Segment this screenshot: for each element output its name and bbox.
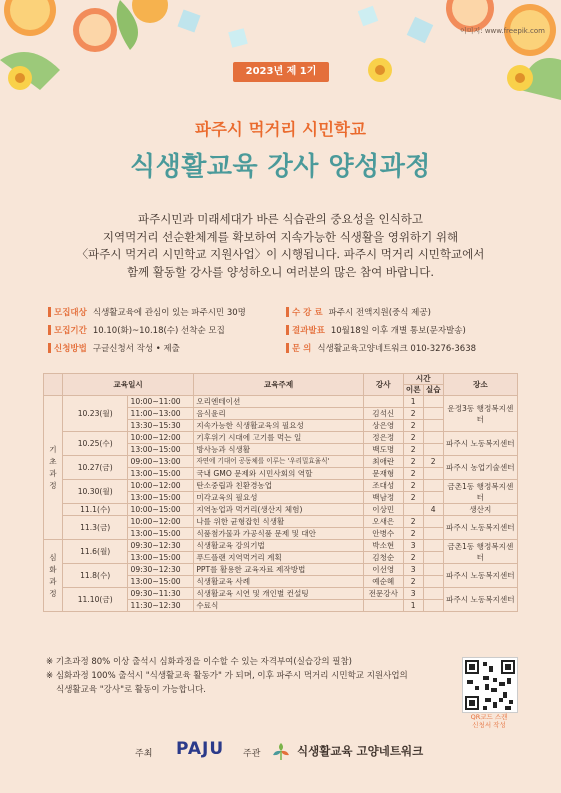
table-header: 이론 — [403, 385, 423, 396]
practice-cell — [423, 468, 443, 480]
info-row — [286, 324, 466, 336]
theory-cell: 2 — [403, 576, 423, 588]
page-title: 식생활교육 강사 양성과정 — [130, 152, 431, 182]
intro-text — [40, 211, 521, 281]
instructor-cell: 김청순 — [363, 552, 403, 564]
place-cell: 파주시 노동복지센터 — [443, 432, 517, 456]
place-cell: 금촌1동 행정복지센터 — [443, 540, 517, 564]
practice-cell — [423, 588, 443, 600]
topic-cell: 지역농업과 먹거리(생산지 체험) — [194, 504, 364, 516]
topic-cell: 나를 위한 균형잡힌 식생활 — [194, 516, 364, 528]
info-label: 모집대상 — [54, 308, 87, 318]
date-cell: 10.25(수) — [62, 432, 128, 456]
time-cell: 13:00~15:00 — [128, 552, 194, 564]
time-cell: 13:00~15:00 — [128, 492, 194, 504]
time-cell: 13:00~15:00 — [128, 468, 194, 480]
topic-cell: 식생활교육 시연 및 개인별 컨설팅 — [194, 588, 364, 600]
footer — [0, 734, 561, 774]
note-line: ※ 기초과정 80% 이상 출석시 심화과정을 이수할 수 있는 자격부여(실습강의 필참) — [46, 657, 352, 667]
table-row — [44, 516, 518, 528]
theory-cell: 1 — [403, 396, 423, 408]
place-cell: 생산지 — [443, 504, 517, 516]
paju-logo: PAJU — [176, 739, 225, 759]
theory-cell: 2 — [403, 444, 423, 456]
topic-cell: 탄소중립과 친환경농업 — [194, 480, 364, 492]
time-cell: 13:00~15:00 — [128, 576, 194, 588]
note-line: 식생활교육 "강사"로 활동이 가능합니다. — [56, 685, 207, 695]
instructor-cell: 백남정 — [363, 492, 403, 504]
info-label: 결과발표 — [292, 326, 325, 336]
time-cell: 09:30~12:30 — [128, 564, 194, 576]
bullet-bar — [48, 343, 51, 353]
practice-cell — [423, 480, 443, 492]
qr-label-line: QR코드 스캔 — [470, 713, 508, 721]
topic-cell: 기후위기 시대에 고기를 먹는 일 — [194, 432, 364, 444]
time-cell: 11:30~12:30 — [128, 600, 194, 612]
topic-cell: 식품첨가물과 가공식품 문제 및 대안 — [194, 528, 364, 540]
theory-cell: 2 — [403, 480, 423, 492]
practice-cell — [423, 408, 443, 420]
place-cell: 파주시 노동복지센터 — [443, 588, 517, 612]
intro-line: 〈파주시 먹거리 시민학교 지원사업〉이 시행됩니다. 파주시 먹거리 시민학교에서 — [76, 247, 485, 261]
info-row — [48, 342, 180, 354]
topic-cell: 국내 GMO 문제와 시민사회의 역할 — [194, 468, 364, 480]
topic-cell: 푸드플랜 지역먹거리 계획 — [194, 552, 364, 564]
practice-cell — [423, 600, 443, 612]
instructor-cell — [363, 600, 403, 612]
instructor-cell: 예순혜 — [363, 576, 403, 588]
instructor-cell: 문재형 — [363, 468, 403, 480]
theory-cell: 2 — [403, 432, 423, 444]
practice-cell — [423, 576, 443, 588]
place-cell: 파주시 농업기술센터 — [443, 456, 517, 480]
theory-cell: 2 — [403, 456, 423, 468]
instructor-cell: 오새은 — [363, 516, 403, 528]
time-cell: 10:00~12:00 — [128, 480, 194, 492]
table-row — [44, 456, 518, 468]
note-line: ※ 심화과정 100% 출석시 "식생활교육 활동가" 가 되며, 이후 파주시 먹거리 시민학교 지원사업의 — [46, 671, 408, 681]
practice-cell: 4 — [423, 504, 443, 516]
table-row — [44, 432, 518, 444]
instructor-cell: 최애란 — [363, 456, 403, 468]
practice-cell — [423, 516, 443, 528]
table-row — [44, 588, 518, 600]
time-cell: 09:30~11:30 — [128, 588, 194, 600]
info-label: 문 의 — [292, 344, 312, 354]
theory-cell: 2 — [403, 420, 423, 432]
organizer-logo-icon — [270, 740, 292, 762]
image-credit: 이미지: www.freepik.com — [459, 27, 545, 35]
table-row — [44, 564, 518, 576]
theory-cell: 3 — [403, 540, 423, 552]
place-cell: 금촌1동 행정복지센터 — [443, 480, 517, 504]
qr-code[interactable] — [462, 657, 518, 713]
info-value: 식생활교육에 관심이 있는 파주시민 30명 — [92, 308, 246, 318]
bullet-bar — [286, 343, 289, 353]
info-row — [286, 342, 476, 354]
info-value: 구글신청서 작성 • 제출 — [92, 344, 180, 354]
info-value: 10월18일 이후 개별 통보(문자발송) — [330, 326, 466, 336]
date-cell: 11.10(금) — [62, 588, 128, 612]
topic-cell: PPT를 활용한 교육자료 제작방법 — [194, 564, 364, 576]
topic-cell: 음식윤리 — [194, 408, 364, 420]
bullet-bar — [48, 325, 51, 335]
table-header: 강사 — [363, 374, 403, 396]
info-row — [48, 306, 246, 318]
instructor-cell: 박소현 — [363, 540, 403, 552]
instructor-cell: 정은정 — [363, 432, 403, 444]
time-cell: 10:00~12:00 — [128, 432, 194, 444]
header-decoration — [0, 0, 561, 110]
table-header: 장소 — [443, 374, 517, 396]
time-cell: 09:30~12:30 — [128, 540, 194, 552]
course-category: 기초과정 — [44, 396, 63, 540]
page-subtitle: 파주시 먹거리 시민학교 — [195, 120, 366, 139]
intro-line: 함께 활동할 강사를 양성하오니 여러분의 많은 참여 바랍니다. — [127, 264, 434, 279]
course-category: 심화과정 — [44, 540, 63, 612]
bullet-bar — [286, 325, 289, 335]
topic-cell: 지속가능한 식생활교육의 필요성 — [194, 420, 364, 432]
table-header: 교육일시 — [62, 374, 193, 396]
theory-cell: 2 — [403, 516, 423, 528]
topic-cell: 수료식 — [194, 600, 364, 612]
bullet-bar — [286, 307, 289, 317]
intro-line: 지역먹거리 선순환체계를 확보하여 지속가능한 식생활을 영위하기 위해 — [102, 229, 459, 244]
info-value: 10.10(화)~10.18(수) 선착순 모집 — [92, 326, 225, 336]
info-value: 식생활교육고양네트워크 010-3276-3638 — [317, 344, 477, 354]
table-header: 실습 — [423, 385, 443, 396]
practice-cell — [423, 396, 443, 408]
theory-cell — [403, 504, 423, 516]
time-cell: 10:00~12:00 — [128, 516, 194, 528]
instructor-cell: 이선영 — [363, 564, 403, 576]
table-header: 시간 — [403, 374, 443, 385]
theory-cell: 2 — [403, 528, 423, 540]
theory-cell: 2 — [403, 552, 423, 564]
topic-cell: 식생활교육 사례 — [194, 576, 364, 588]
date-cell: 10.27(금) — [62, 456, 128, 480]
bullet-bar — [48, 307, 51, 317]
topic-cell: 식생활교육 강의기법 — [194, 540, 364, 552]
instructor-cell: 상은영 — [363, 420, 403, 432]
practice-cell — [423, 492, 443, 504]
place-cell: 파주시 노동복지센터 — [443, 564, 517, 588]
table-row — [44, 540, 518, 552]
info-label: 신청방법 — [54, 344, 87, 354]
qr-label-line: 신청서 작성 — [472, 721, 506, 729]
topic-cell: 미각교육의 필요성 — [194, 492, 364, 504]
time-cell: 10:00~15:00 — [128, 504, 194, 516]
instructor-cell: 안병수 — [363, 528, 403, 540]
theory-cell: 3 — [403, 564, 423, 576]
host-label: 주최 — [135, 749, 153, 759]
date-cell: 11.8(수) — [62, 564, 128, 588]
instructor-cell — [363, 396, 403, 408]
instructor-cell: 전문강사 — [363, 588, 403, 600]
theory-cell: 2 — [403, 492, 423, 504]
info-label: 모집기간 — [54, 326, 87, 336]
date-cell: 10.30(월) — [62, 480, 128, 504]
date-cell: 11.3(금) — [62, 516, 128, 540]
instructor-cell: 이상민 — [363, 504, 403, 516]
organizer-label: 주관 — [243, 749, 261, 759]
date-cell: 11.6(월) — [62, 540, 128, 564]
date-cell: 11.1(수) — [62, 504, 128, 516]
time-cell: 11:00~13:00 — [128, 408, 194, 420]
time-cell: 10:00~11:00 — [128, 396, 194, 408]
table-header: 교육주제 — [194, 374, 364, 396]
time-cell: 13:00~15:00 — [128, 528, 194, 540]
time-cell: 13:30~15:30 — [128, 420, 194, 432]
date-cell: 10.23(월) — [62, 396, 128, 432]
info-row — [286, 306, 431, 318]
intro-line: 파주시민과 미래세대가 바른 식습관의 중요성을 인식하고 — [138, 212, 423, 226]
place-cell: 파주시 노동복지센터 — [443, 516, 517, 540]
schedule-table — [43, 373, 518, 612]
table-row — [44, 504, 518, 516]
theory-cell: 2 — [403, 408, 423, 420]
year-badge: 2023년 제 1기 — [233, 62, 329, 82]
topic-cell: 오리엔테이션 — [194, 396, 364, 408]
table-row — [44, 396, 518, 408]
practice-cell — [423, 432, 443, 444]
topic-cell: 자연에 기대어 공동체를 이루는 '우리밀효율식' — [194, 456, 364, 468]
info-row — [48, 324, 225, 336]
place-cell: 운정3동 행정복지센터 — [443, 396, 517, 432]
notes-section — [46, 655, 456, 697]
practice-cell: 2 — [423, 456, 443, 468]
table-row — [44, 480, 518, 492]
table-header-row — [44, 374, 518, 385]
practice-cell — [423, 444, 443, 456]
practice-cell — [423, 540, 443, 552]
practice-cell — [423, 420, 443, 432]
info-value: 파주시 전액지원(중식 제공) — [328, 308, 431, 318]
practice-cell — [423, 552, 443, 564]
instructor-cell: 김석신 — [363, 408, 403, 420]
time-cell: 09:00~13:00 — [128, 456, 194, 468]
theory-cell: 2 — [403, 468, 423, 480]
instructor-cell: 조대성 — [363, 480, 403, 492]
theory-cell: 1 — [403, 600, 423, 612]
qr-label — [456, 713, 522, 729]
organizer-name: 식생활교육 고양네트워크 — [297, 744, 424, 758]
practice-cell — [423, 528, 443, 540]
practice-cell — [423, 564, 443, 576]
info-label: 수 강 료 — [292, 308, 323, 318]
table-header — [44, 374, 63, 396]
theory-cell: 3 — [403, 588, 423, 600]
topic-cell: 방사능과 식생활 — [194, 444, 364, 456]
time-cell: 13:00~15:00 — [128, 444, 194, 456]
instructor-cell: 백도명 — [363, 444, 403, 456]
